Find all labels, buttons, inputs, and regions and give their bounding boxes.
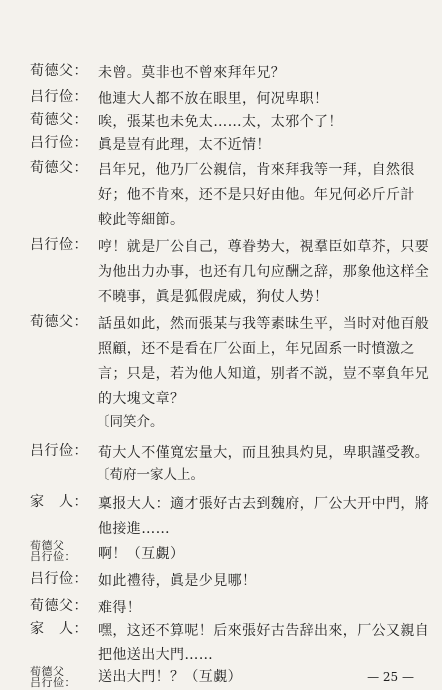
speaker-label: 吕行俭：: [30, 89, 88, 105]
dialogue-text-line: 他連大人都不放在眼里，何况卑职！: [98, 91, 329, 107]
dialogue-text-line: 的大塊文章？: [98, 391, 185, 407]
speaker-label: 荀德父：: [30, 160, 88, 176]
dialogue-text-line: 哼！就是厂公自己，尊眷势大，視羣臣如草芥，只要: [98, 239, 430, 255]
dialogue-text-line: 照顧，还不是看在厂公面上，年兄固系一时憤激之: [98, 341, 415, 357]
stage-direction: 〔同笑介。: [96, 414, 164, 430]
dialogue-text-line: 嘿，这还不算呢！后來張好古告辞出來，厂公又親自: [98, 623, 430, 639]
dialogue-text-line: 唉，張某也未免太……太，太邪个了！: [98, 114, 343, 130]
dialogue-text-line: 未曾。莫非也不曾來拜年兄？: [98, 65, 286, 81]
speaker-label: 吕行俭：: [30, 550, 76, 563]
dialogue-text-line: 把他送出大門……: [98, 647, 214, 663]
speaker-label-pair: [30, 666, 96, 688]
speaker-label: 荀德父：: [30, 112, 88, 128]
speaker-label: 荀德父: [30, 539, 65, 552]
dialogue-text-line: 如此禮待，眞是少見哪！: [98, 573, 257, 589]
dialogue-text-line: 啊！（互覷）: [98, 546, 185, 562]
dialogue-text-line: 言；只是，若为他人知道，别者不説，豈不辜負年兄: [98, 366, 430, 382]
dialogue-text-line: 好；他不肯來，还不是只好由他。年兄何必斤斤計: [98, 187, 415, 203]
dialogue-text-line: 为他出力办事，也还有几句应酬之辞，那象他这样全: [98, 264, 430, 280]
stage-direction: 〔荀府一家人上。: [96, 467, 204, 483]
speaker-label: 家 人：: [30, 494, 88, 510]
speaker-label: 吕行俭：: [30, 571, 88, 587]
dialogue-text-line: 荀大人不僅寬宏量大，而且独具灼見，卑职謹受教。: [98, 445, 430, 461]
dialogue-text-line: 送出大門！？（互覷）: [98, 669, 242, 685]
speaker-label-pair: [30, 540, 96, 562]
dialogue-text-line: 不曉事，眞是狐假虎威，狗仗人势！: [98, 289, 329, 305]
dialogue-text-line: 話虽如此，然而張某与我等素昧生平，当时对他百般: [98, 316, 430, 332]
speaker-label: 荀德父：: [30, 598, 88, 614]
speaker-label: 荀德父: [30, 665, 65, 678]
speaker-label: 吕行俭：: [30, 237, 88, 253]
page-number: — 25 —: [367, 670, 414, 684]
speaker-label: 家 人：: [30, 621, 88, 637]
speaker-label: 荀德父：: [30, 63, 88, 79]
speaker-label: 吕行俭：: [30, 135, 88, 151]
dialogue-text-line: 难得！: [98, 600, 142, 616]
dialogue-text-line: 眞是豈有此理，太不近情！: [98, 137, 271, 153]
dialogue-text-line: 他接進……: [98, 521, 170, 537]
dialogue-text-line: 較此等細節。: [98, 212, 185, 228]
speaker-label: 吕行俭：: [30, 676, 76, 689]
speaker-label: 吕行俭：: [30, 443, 88, 459]
dialogue-text-line: 稟报大人：適才張好古去到魏府，厂公大开中門，將: [98, 496, 430, 512]
dialogue-text-line: 吕年兄，他乃厂公親信，肯來拜我等一拜，自然很: [98, 162, 415, 178]
speaker-label: 荀德父：: [30, 314, 88, 330]
